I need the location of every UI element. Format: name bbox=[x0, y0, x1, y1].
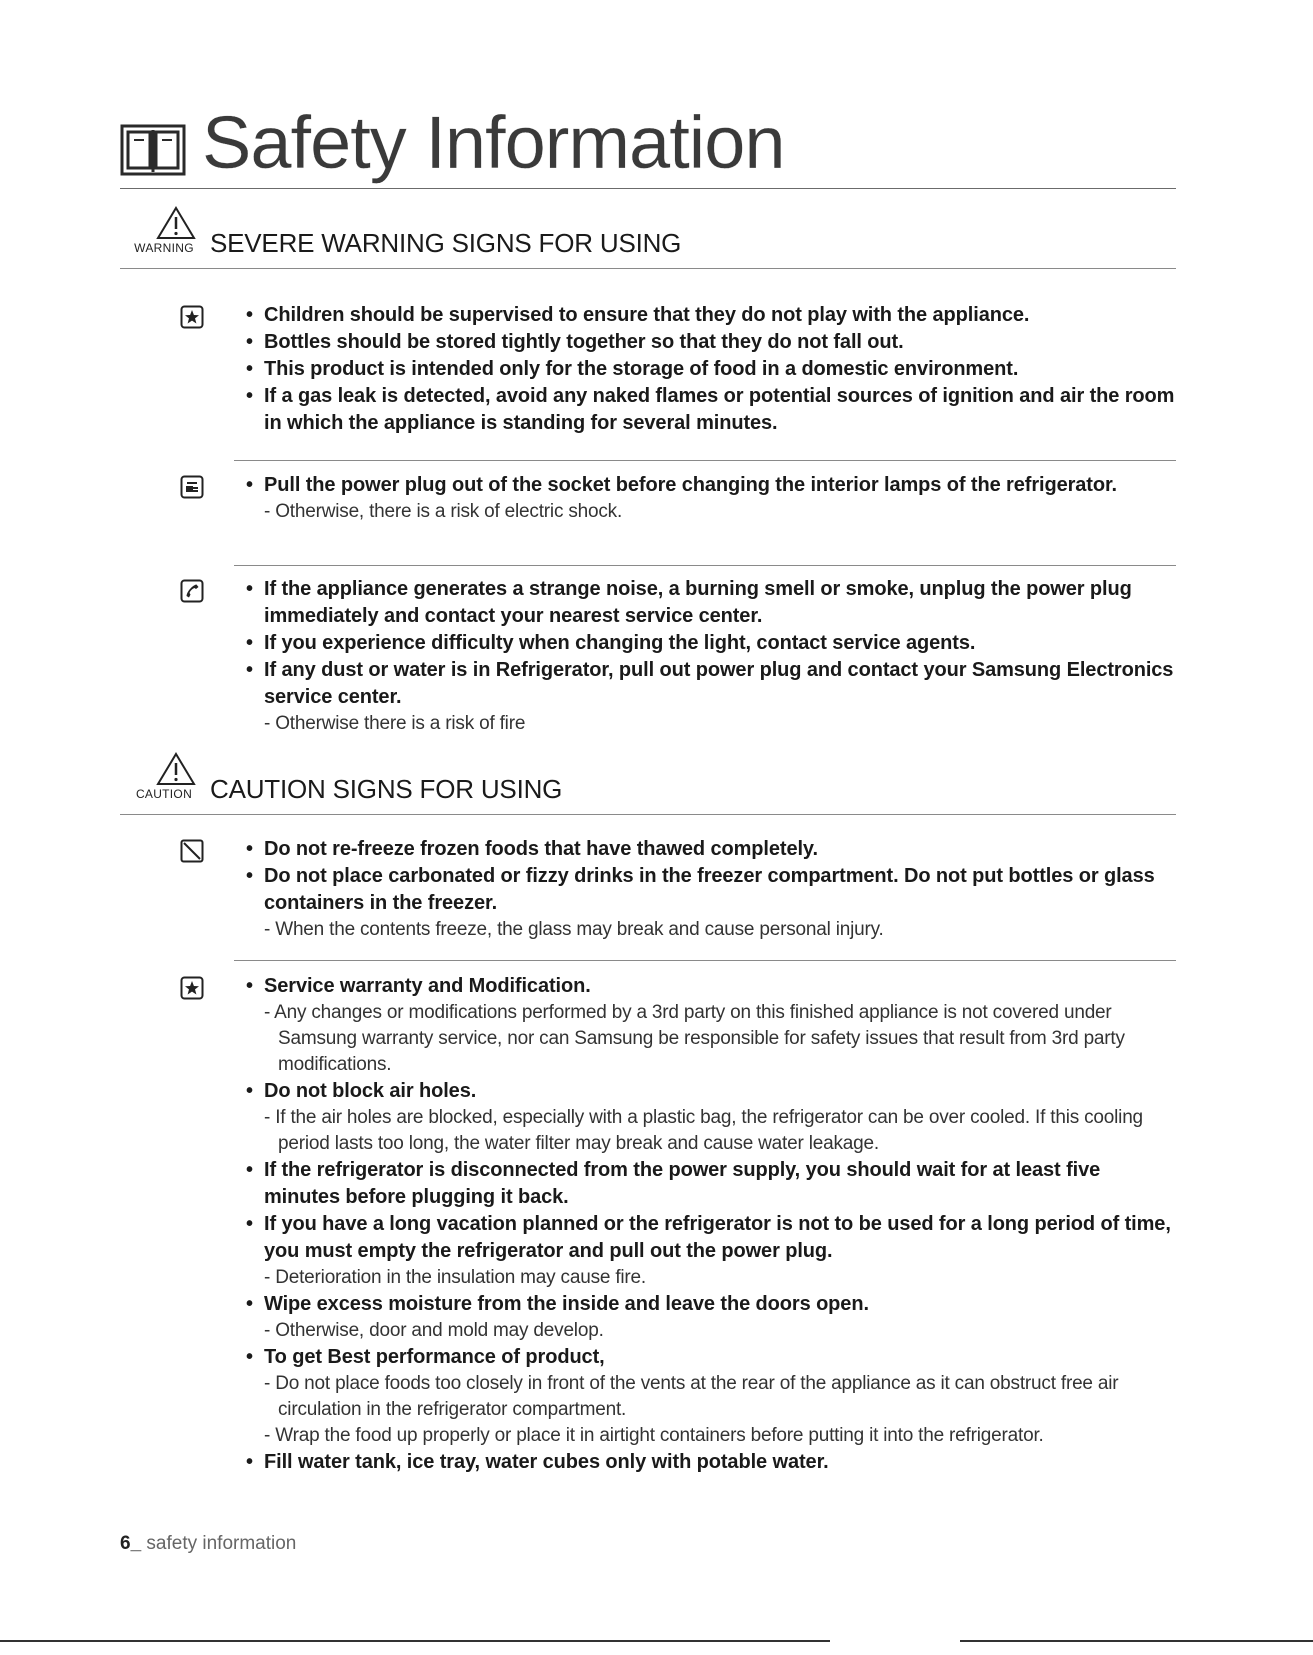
item-text: Children should be supervised to ensure that they do not play with the appliance. bbox=[264, 304, 1030, 326]
prohibited-box-icon bbox=[180, 839, 204, 863]
phone-box-icon bbox=[180, 579, 204, 603]
bullet: • bbox=[246, 659, 254, 681]
item-text: Fill water tank, ice tray, water cubes only with potable water. bbox=[264, 1451, 829, 1473]
page-number: 6_ bbox=[120, 1533, 142, 1554]
list-item bbox=[236, 356, 1176, 383]
item-text: Wipe excess moisture from the inside and leave the doors open. bbox=[264, 1293, 869, 1315]
caution-sign-label: CAUTION bbox=[135, 787, 193, 801]
divider bbox=[234, 960, 1176, 961]
warning-group-1 bbox=[236, 302, 1176, 437]
bullet: • bbox=[246, 1159, 254, 1181]
bullet: • bbox=[246, 838, 254, 860]
warning-sign-label: WARNING bbox=[134, 241, 194, 255]
list-item bbox=[236, 836, 1176, 863]
list-item bbox=[236, 973, 1176, 1000]
list-item bbox=[236, 1449, 1176, 1476]
page-title: Safety Information bbox=[202, 101, 785, 184]
caution-triangle-icon bbox=[156, 752, 196, 786]
divider bbox=[234, 460, 1176, 461]
item-text: Do not re-freeze frozen foods that have thawed completely. bbox=[264, 838, 818, 860]
sub-note: - If the air holes are blocked, especially with a plastic bag, the refrigerator can be over cooled. If this cooling period lasts too long, the water filter may break and cause water leakage. bbox=[264, 1107, 1143, 1154]
sub-note: - Deterioration in the insulation may cause fire. bbox=[264, 1267, 647, 1288]
bullet: • bbox=[246, 1080, 254, 1102]
list-item bbox=[236, 329, 1176, 356]
bullet: • bbox=[246, 331, 254, 353]
list-item bbox=[236, 657, 1176, 711]
bullet: • bbox=[246, 304, 254, 326]
bullet: • bbox=[246, 385, 254, 407]
warning-group-3 bbox=[236, 576, 1176, 737]
unplug-box-icon bbox=[180, 475, 204, 499]
item-text: If you have a long vacation planned or the refrigerator is not to be used for a long period of time, you must empty the refrigerator and pull out the power plug. bbox=[264, 1213, 1171, 1262]
bullet: • bbox=[246, 578, 254, 600]
warning-section-header bbox=[120, 206, 1176, 269]
bullet: • bbox=[246, 975, 254, 997]
list-item bbox=[236, 630, 1176, 657]
item-text: This product is intended only for the storage of food in a domestic environment. bbox=[264, 358, 1019, 380]
sub-note: - Otherwise there is a risk of fire bbox=[264, 713, 526, 734]
bullet: • bbox=[246, 358, 254, 380]
sub-note: - Wrap the food up properly or place it in airtight containers before putting it into the refrigerator. bbox=[264, 1425, 1044, 1446]
sub-note: - Otherwise, there is a risk of electric shock. bbox=[264, 501, 623, 522]
list-item bbox=[236, 1291, 1176, 1318]
bullet: • bbox=[246, 1451, 254, 1473]
caution-section-title: CAUTION SIGNS FOR USING bbox=[210, 774, 563, 804]
list-item bbox=[236, 1211, 1176, 1265]
item-text: If you experience difficulty when changing the light, contact service agents. bbox=[264, 632, 976, 654]
sub-note: - Any changes or modifications performed by a 3rd party on this finished appliance is not covered under Samsung warranty service, nor can Samsung be responsible for safety issues that result from 3rd party modifications. bbox=[264, 1002, 1125, 1075]
list-item bbox=[236, 863, 1176, 917]
list-item bbox=[236, 302, 1176, 329]
item-text: Service warranty and Modification. bbox=[264, 975, 591, 997]
page-title-row bbox=[120, 101, 1176, 189]
item-text: Bottles should be stored tightly together so that they do not fall out. bbox=[264, 331, 904, 353]
caution-group-2 bbox=[236, 973, 1176, 1476]
list-item bbox=[236, 1157, 1176, 1211]
bottom-rule bbox=[960, 1640, 1313, 1642]
sub-note: - When the contents freeze, the glass may break and cause personal injury. bbox=[264, 919, 884, 940]
page-footer bbox=[120, 1534, 296, 1553]
bullet: • bbox=[246, 632, 254, 654]
list-item bbox=[236, 576, 1176, 630]
bullet: • bbox=[246, 1293, 254, 1315]
list-item bbox=[236, 472, 1176, 499]
caution-section-header bbox=[120, 752, 1176, 815]
list-item bbox=[236, 383, 1176, 437]
item-text: If any dust or water is in Refrigerator, pull out power plug and contact your Samsung Electronics service center. bbox=[264, 659, 1174, 708]
book-icon bbox=[120, 122, 186, 178]
warning-section-title: SEVERE WARNING SIGNS FOR USING bbox=[210, 228, 682, 258]
sub-note: - Do not place foods too closely in front of the vents at the rear of the appliance as it can obstruct free air circulation in the refrigerator compartment. bbox=[264, 1373, 1119, 1420]
bullet: • bbox=[246, 1213, 254, 1235]
warning-triangle-icon bbox=[156, 206, 196, 240]
list-item bbox=[236, 1078, 1176, 1105]
caution-group-1 bbox=[236, 836, 1176, 943]
bullet: • bbox=[246, 865, 254, 887]
item-text: Do not place carbonated or fizzy drinks in the freezer compartment. Do not put bottles or glass containers in the freezer. bbox=[264, 865, 1155, 914]
item-text: To get Best performance of product, bbox=[264, 1346, 605, 1368]
footer-section-name: safety information bbox=[141, 1533, 297, 1554]
item-text: If the appliance generates a strange noise, a burning smell or smoke, unplug the power plug immediately and contact your nearest service center. bbox=[264, 578, 1132, 627]
list-item bbox=[236, 1344, 1176, 1371]
divider bbox=[234, 565, 1176, 566]
item-text: Do not block air holes. bbox=[264, 1080, 477, 1102]
bottom-rule bbox=[0, 1640, 830, 1642]
warning-group-2 bbox=[236, 472, 1176, 525]
item-text: If the refrigerator is disconnected from the power supply, you should wait for at least five minutes before plugging it back. bbox=[264, 1159, 1101, 1208]
star-box-icon bbox=[180, 305, 204, 329]
bullet: • bbox=[246, 1346, 254, 1368]
bullet: • bbox=[246, 474, 254, 496]
sub-note: - Otherwise, door and mold may develop. bbox=[264, 1320, 604, 1341]
item-text: If a gas leak is detected, avoid any naked flames or potential sources of ignition and air the room in which the appliance is standing for several minutes. bbox=[264, 385, 1175, 434]
star-box-icon bbox=[180, 976, 204, 1000]
item-text: Pull the power plug out of the socket before changing the interior lamps of the refrigerator. bbox=[264, 474, 1118, 496]
